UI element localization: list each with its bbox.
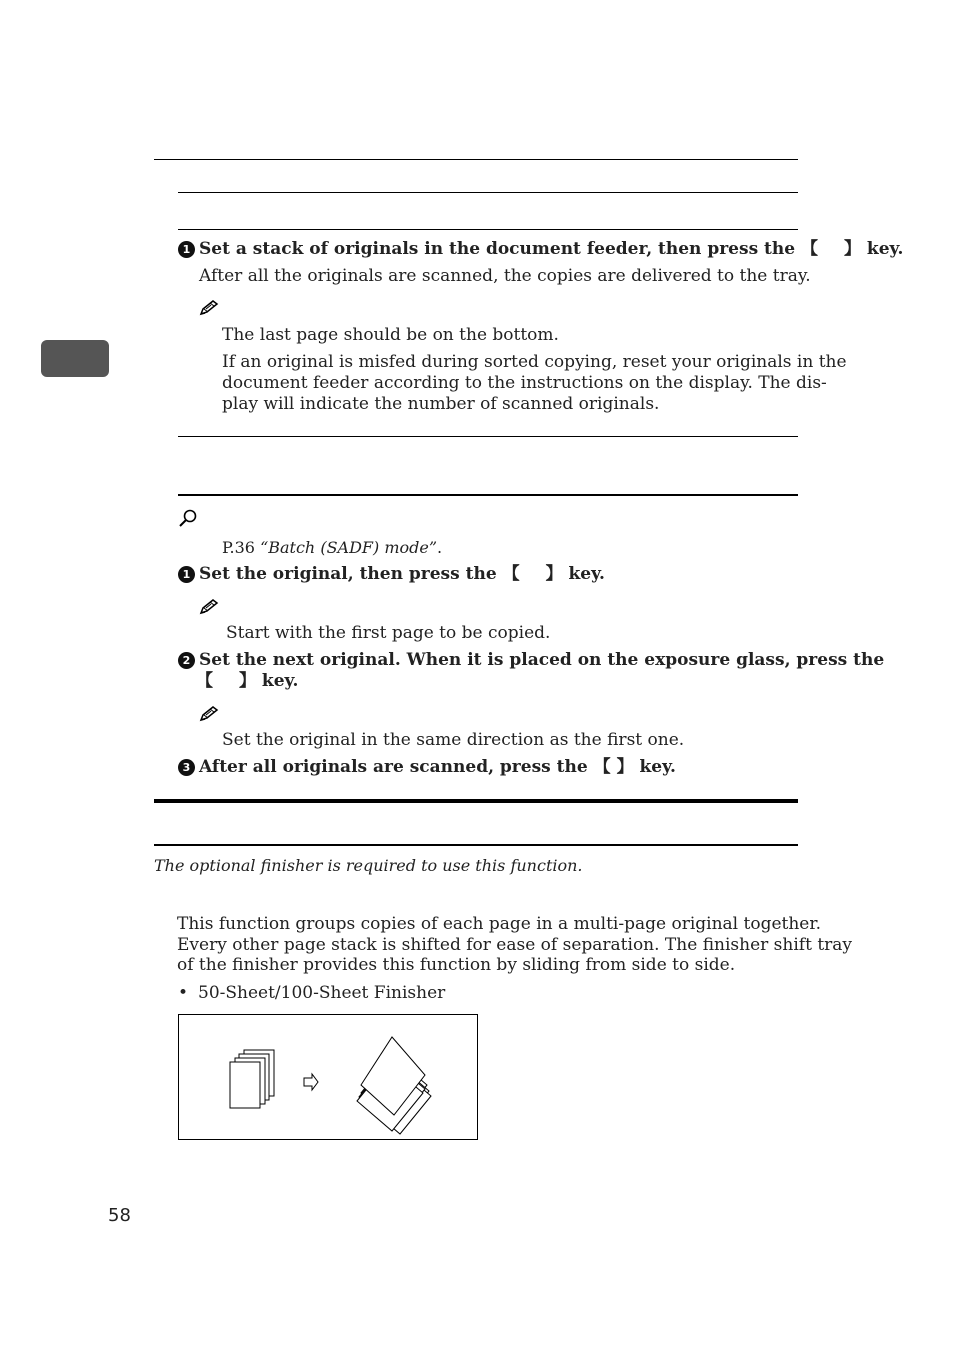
chapter-heading-rule [154, 799, 798, 803]
batch-step-2-line-1: 2 Set the next original. When it is placed on the exposure glass, press the [178, 650, 798, 671]
sort-note-2-line-3: play will indicate the number of scanned originals. [222, 394, 660, 414]
batch-reference: P.36 “Batch (SADF) mode”. [222, 538, 443, 557]
arrow-right-icon [304, 1074, 318, 1090]
step-number: 2 [178, 652, 195, 669]
page-number: 58 [108, 1205, 131, 1226]
shifted-stacks-icon [357, 1037, 431, 1134]
shift-bullet: • 50-Sheet/100-Sheet Finisher [178, 983, 446, 1003]
step-number: 3 [178, 759, 195, 776]
note-pencil-icon [199, 299, 219, 317]
shift-body-line-2: Every other page stack is shifted for ease of separation. The finisher shift tray [177, 935, 853, 955]
subheading-rule [154, 844, 798, 846]
reference-magnifier-icon [178, 508, 198, 528]
section-rule-3 [178, 436, 798, 437]
note-pencil-icon [199, 598, 219, 616]
batch-step-1-note: Start with the first page to be copied. [226, 623, 551, 643]
batch-step-3: 3 After all originals are scanned, press the 【 】 key. [178, 757, 676, 778]
step-number: 1 [178, 241, 195, 258]
bullet-dot: • [178, 983, 189, 1003]
note-pencil-icon [199, 705, 219, 723]
chapter-tab [41, 340, 109, 377]
sort-note-1: The last page should be on the bottom. [222, 325, 559, 345]
batch-step-1: 1 Set the original, then press the 【 】 key. [178, 564, 605, 585]
shift-body-line-1: This function groups copies of each page in a multi-page original together. [177, 914, 822, 934]
step-number: 1 [178, 566, 195, 583]
section-rule-1 [178, 192, 798, 193]
sort-step-1-body: After all the originals are scanned, the copies are delivered to the tray. [199, 266, 811, 286]
batch-step-2-note: Set the original in the same direction as the first one. [222, 730, 685, 750]
originals-stack-icon [230, 1050, 274, 1108]
header-rule [154, 159, 798, 160]
sort-step-1: 1 Set a stack of originals in the document feeder, then press the 【 】 key. [178, 239, 903, 260]
shift-requirement: The optional finisher is required to use this function. [154, 856, 583, 875]
shift-sort-drawing [179, 1015, 477, 1139]
batch-step-2-line-2: 【 】 key. [196, 671, 299, 691]
sort-note-2-line-1: If an original is misfed during sorted copying, reset your originals in the [222, 352, 847, 372]
shift-sort-illustration [178, 1014, 478, 1140]
sort-note-2-line-2: document feeder according to the instructions on the display. The dis- [222, 373, 827, 393]
section-rule-4 [178, 494, 798, 496]
shift-body-line-3: of the finisher provides this function by sliding from side to side. [177, 955, 736, 975]
section-rule-2 [178, 229, 798, 230]
